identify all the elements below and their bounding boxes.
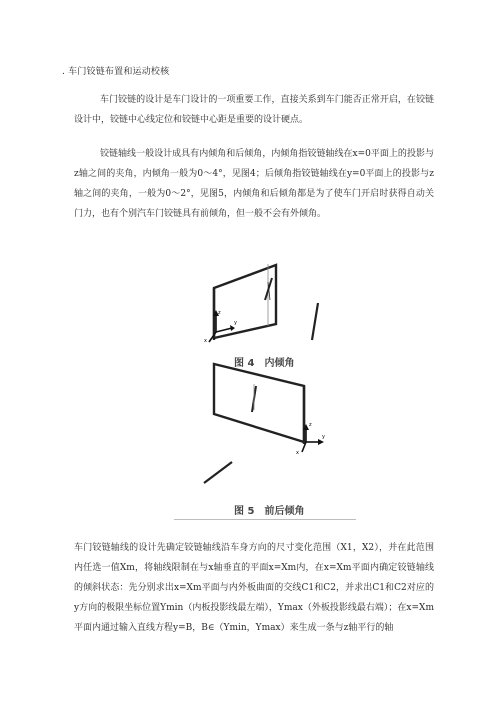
paragraph-axis-design: 车门铰链轴线的设计先确定铰链轴线沿车身方向的尺寸变化范围（X1，X2），并在此范围内任选一值Xm，将轴线限制在与x轴垂直的平面x=Xm内，在x=Xm平面内确定铰链轴线的倾斜状态：先分别求出x=Xm平面与内外板曲面的交线C1和C2，并求出C1和C2对应的y方向的极限坐标位置Ymin（内板投影线最左端），Ymax（外板投影线最右端）；在x=Xm平面内通过输入直线方程y=B，B∈（Ymin，Ymax）来生成一条与z轴平行的轴 [74, 543, 434, 633]
axis-y-arrow [216, 328, 232, 332]
axis-z-label: z [309, 422, 312, 428]
figure-panel [174, 260, 356, 520]
figure-4-caption: 图 4 内倾角 [234, 358, 295, 369]
paragraph-intro: 车门铰链的设计是车门设计的一项重要工作，直接关系到车门能否正常开启，在铰链设计中，铰链中心线定位和铰链中心距是重要的设计硬点。 [74, 95, 434, 125]
axis-z-label: z [218, 310, 221, 316]
axis-x-label: x [204, 338, 207, 344]
section-heading: . 车门铰链布置和运动校核 [62, 67, 170, 77]
figure-5-caption: 图 5 前后倾角 [234, 506, 305, 517]
paragraph-hinge-angles: 铰链轴线一般设计成具有内倾角和后倾角，内倾角指铰链轴线在x=0平面上的投影与z轴之间的夹角，内倾角一般为0～4°，见图4；后倾角指铰链轴线在y=0平面上的投影与z轴之间的夹角，一般为0～2°，见图5，内倾角和后倾角都是为了使车门开启时获得自动关门力，也有个别汽车门铰链具有前倾角，但一般不会有外倾角。 [74, 149, 434, 219]
door-panel-outline [214, 364, 304, 442]
projected-axis-line [312, 303, 318, 340]
projected-axis-line [204, 462, 232, 483]
axis-y-label: y [322, 434, 325, 440]
door-panel-outline [214, 265, 276, 338]
figure-4-drawing [204, 264, 318, 369]
axis-y-label: y [234, 320, 237, 326]
axis-x-label: x [296, 450, 299, 456]
figure-5-drawing [204, 364, 325, 517]
figure-drawings [174, 260, 356, 519]
